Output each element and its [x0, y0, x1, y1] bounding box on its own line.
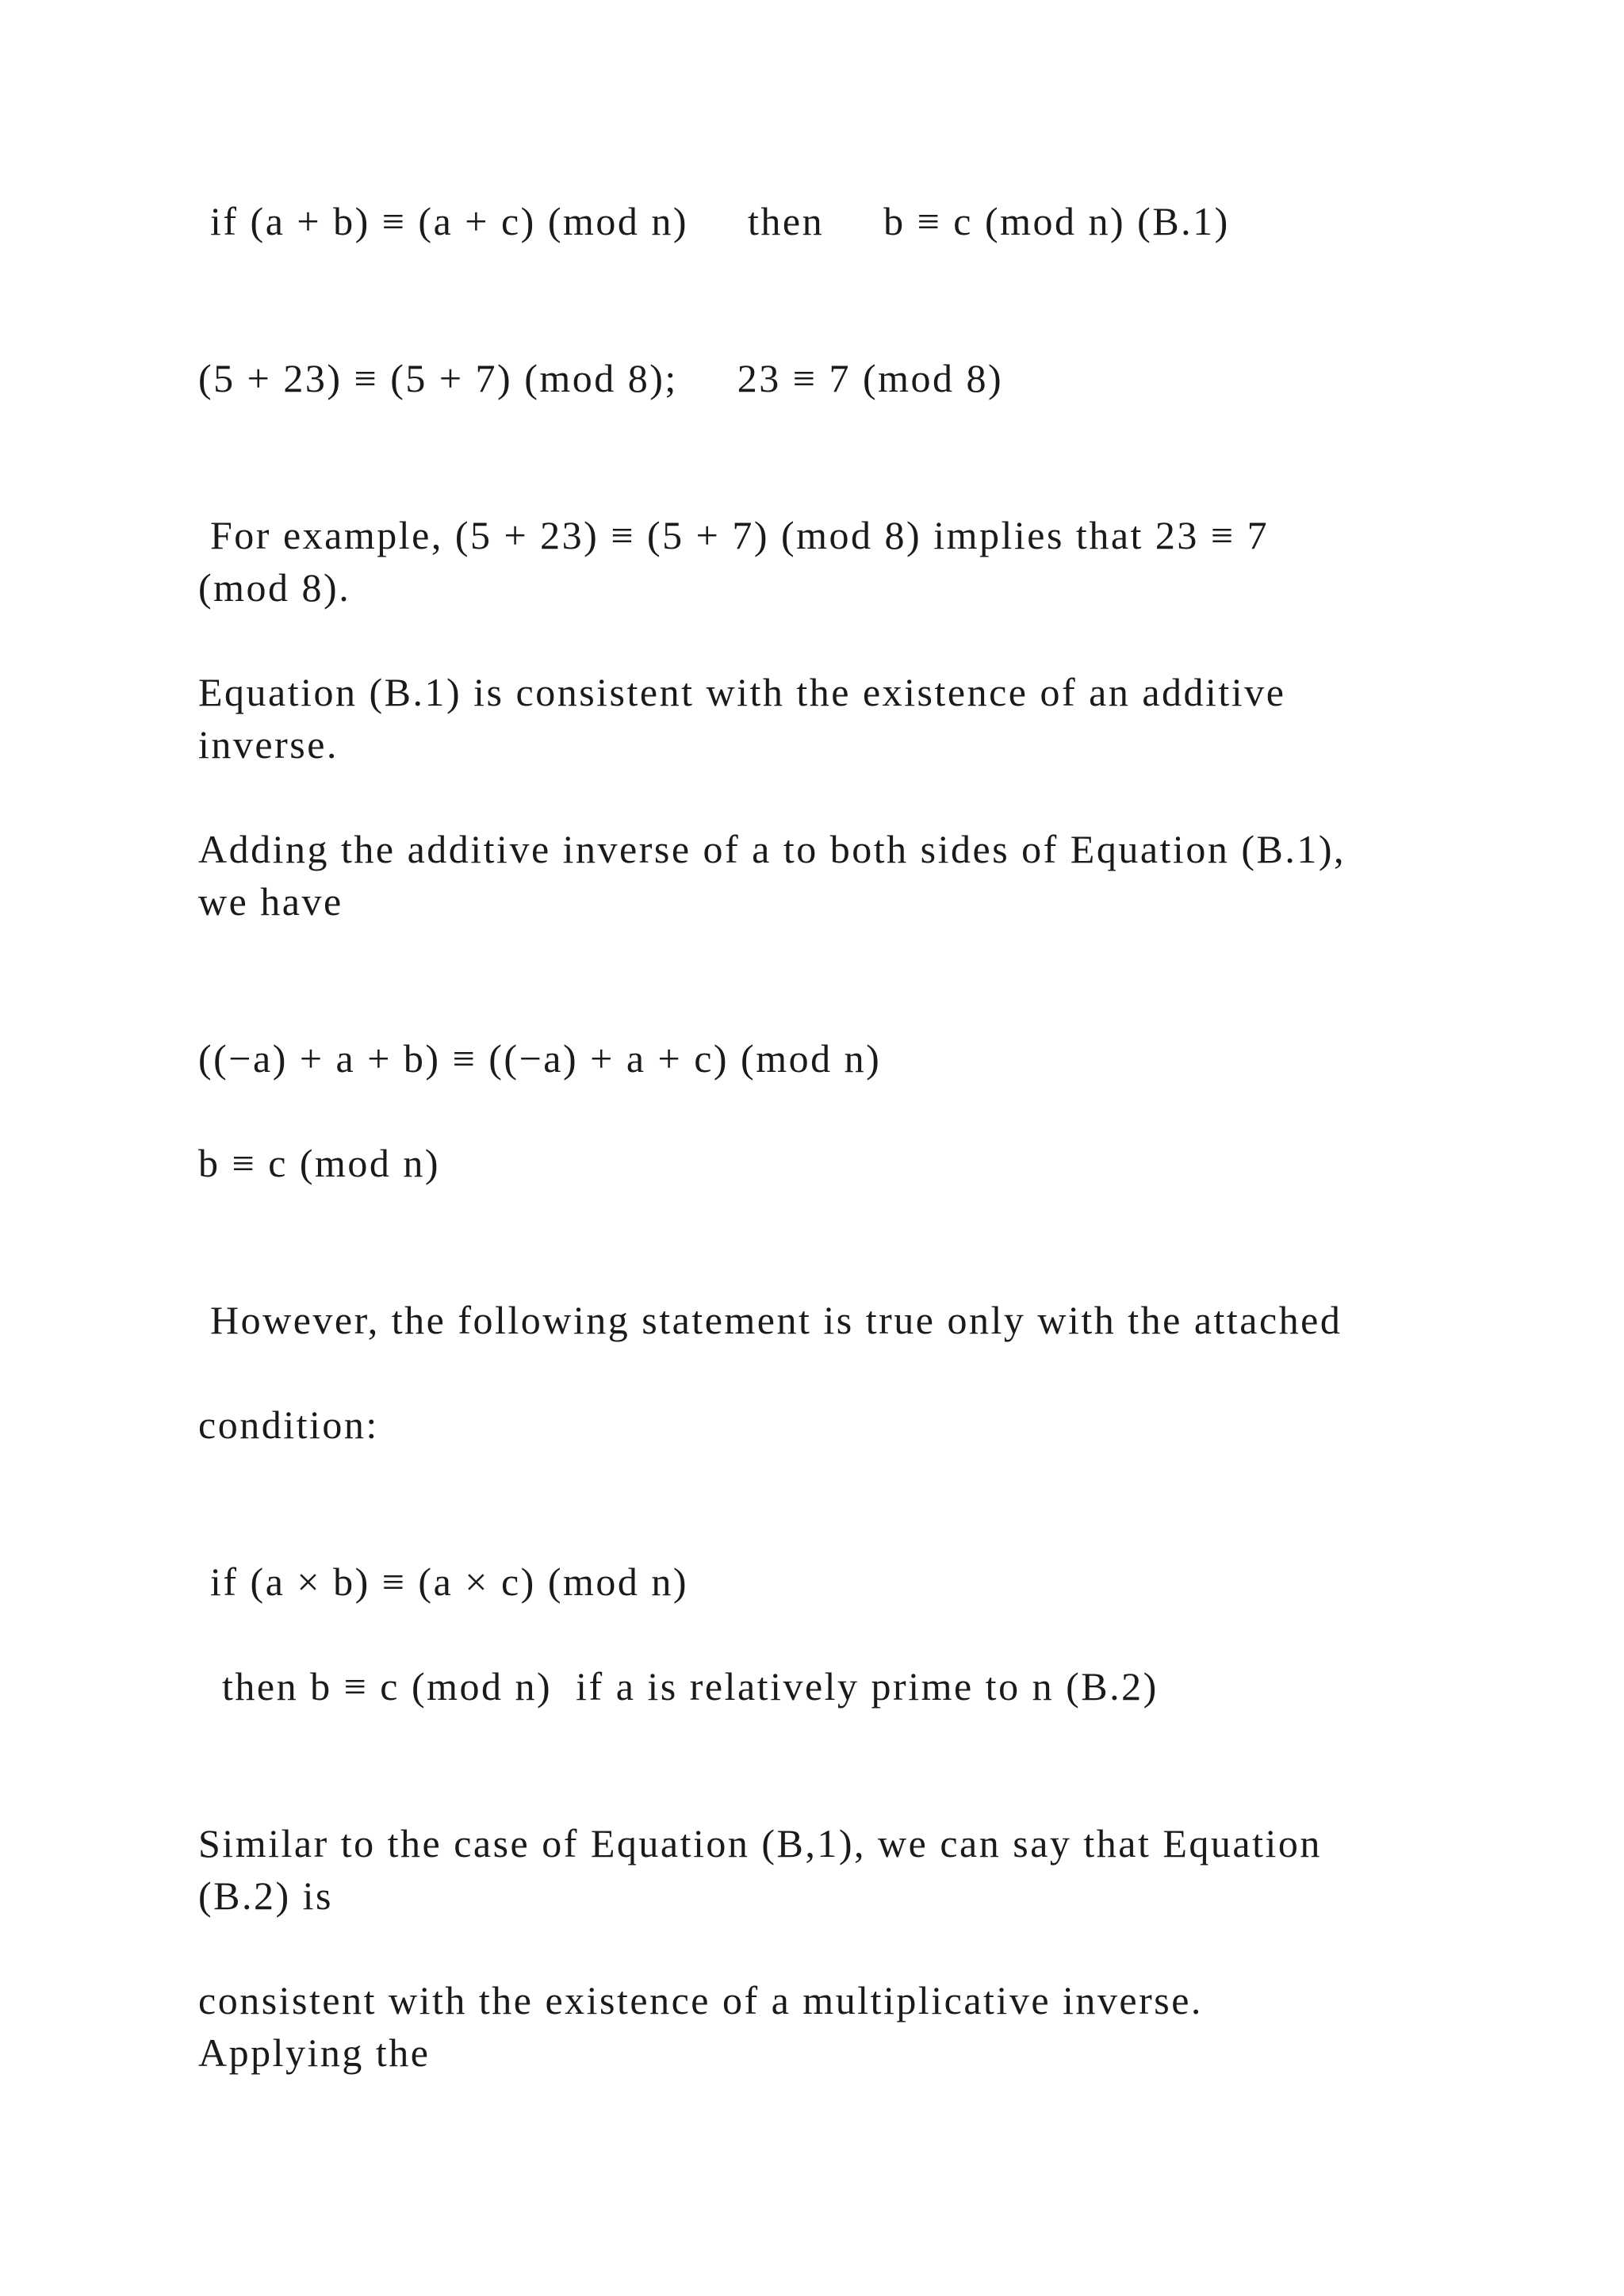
equation-b1: if (a + b) ≡ (a + c) (mod n) then b ≡ c (mod n) (B.1): [198, 199, 1230, 243]
paragraph-line: Adding the additive inverse of a to both sides of Equation (B.1),: [198, 827, 1346, 871]
paragraph-line: inverse.: [198, 722, 339, 767]
paragraph-line: condition:: [198, 1402, 379, 1447]
equation-inverse-step: ((−a) + a + b) ≡ ((−a) + a + c) (mod n): [198, 1036, 882, 1081]
paragraph-line: For example, (5 + 23) ≡ (5 + 7) (mod 8) implies that 23 ≡ 7: [198, 513, 1270, 557]
equation-b2-result: then b ≡ c (mod n) if a is relatively prime to n (B.2): [198, 1664, 1159, 1709]
example-congruence: (5 + 23) ≡ (5 + 7) (mod 8); 23 ≡ 7 (mod 8): [198, 356, 1004, 400]
paragraph-line: we have: [198, 879, 343, 924]
paragraph-line: Equation (B.1) is consistent with the existence of an additive: [198, 670, 1286, 714]
paragraph-line: (B.2) is: [198, 1873, 333, 1918]
paragraph-line: (mod 8).: [198, 565, 351, 610]
equation-result: b ≡ c (mod n): [198, 1141, 441, 1185]
paragraph-line: consistent with the existence of a multiplicative inverse.: [198, 1978, 1203, 2022]
paragraph-line: Similar to the case of Equation (B,1), we can say that Equation: [198, 1821, 1322, 1866]
paragraph-line: However, the following statement is true only with the attached: [198, 1298, 1342, 1342]
equation-b2-condition: if (a × b) ≡ (a × c) (mod n): [198, 1559, 689, 1604]
paragraph-line: Applying the: [198, 2030, 431, 2075]
